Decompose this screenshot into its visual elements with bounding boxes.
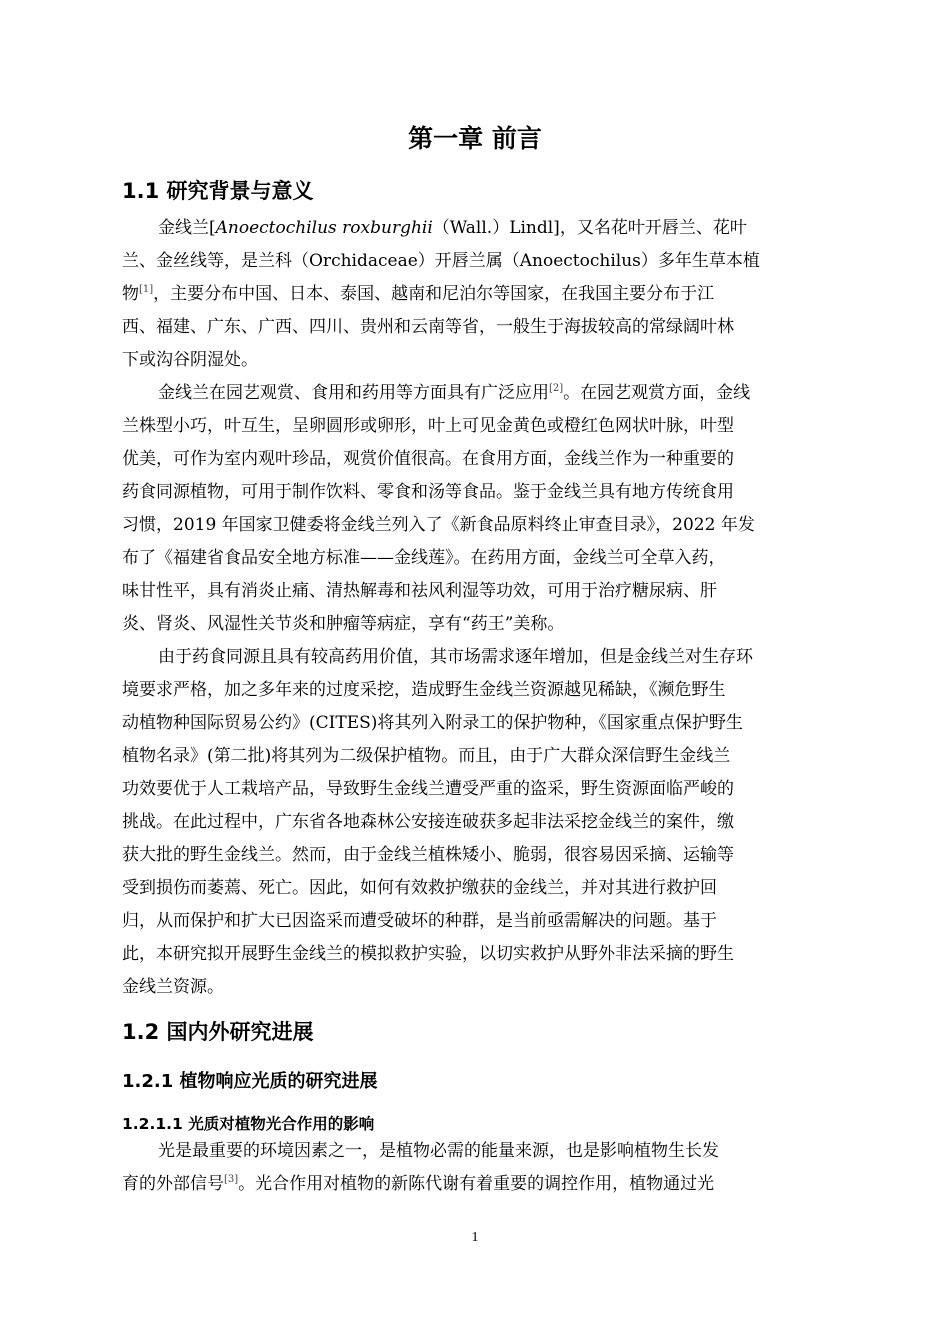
paragraph-line: 金线兰[Anoectochilus roxburghii（Wall.）Lindl]，又名花叶开唇兰、花叶: [158, 218, 747, 238]
paragraph-line: 植物名录》(第二批)将其列为二级保护植物。而且，由于广大群众深信野生金线兰: [122, 746, 731, 766]
paragraph-line: 优美，可作为室内观叶珍品，观赏价值很高。在食用方面，金线兰作为一种重要的: [122, 449, 734, 469]
paragraph-line: 物[1]，主要分布中国、日本、泰国、越南和尼泊尔等国家，在我国主要分布于江: [122, 284, 715, 304]
paragraph-line: 由于药食同源且具有较高药用价值，其市场需求逐年增加，但是金线兰对生存环: [158, 647, 753, 667]
paragraph-line: 挑战。在此过程中，广东省各地森林公安接连破获多起非法采挖金线兰的案件，缴: [122, 812, 734, 832]
paragraph-line: 此，本研究拟开展野生金线兰的模拟救护实验，以切实救护从野外非法采摘的野生: [122, 944, 734, 964]
citation: [2]: [549, 383, 564, 394]
paragraph-line: 兰、金丝线等，是兰科（Orchidaceae）开唇兰属（Anoectochilus）多年生草本植: [122, 251, 760, 271]
paragraph-line: 兰株型小巧，叶互生，呈卵圆形或卵形，叶上可见金黄色或橙红色网状叶脉，叶型: [122, 416, 734, 436]
paragraph-line: 药食同源植物，可用于制作饮料、零食和汤等食品。鉴于金线兰具有地方传统食用: [122, 482, 734, 502]
paragraph-line: 下或沟谷阴湿处。: [122, 350, 258, 370]
paragraph-line: 光是最重要的环境因素之一，是植物必需的能量来源，也是影响植物生长发: [158, 1141, 719, 1161]
page-number: 1: [471, 1230, 479, 1245]
section-heading-1-2: 1.2 国内外研究进展: [122, 1020, 314, 1044]
paragraph-line: 功效要优于人工栽培产品，导致野生金线兰遭受严重的盗采，野生资源面临严峻的: [122, 779, 734, 799]
chapter-title: 第一章 前言: [408, 124, 542, 153]
paragraph-line: 味甘性平，具有消炎止痛、清热解毒和祛风利湿等功效，可用于治疗糖尿病、肝: [122, 581, 717, 601]
paragraph-line: 动植物种国际贸易公约》(CITES)将其列入附录工的保护物种，《国家重点保护野生: [122, 713, 743, 733]
paragraph-line: 获大批的野生金线兰。然而，由于金线兰植株矮小、脆弱，很容易因采摘、运输等: [122, 845, 734, 865]
paragraph-line: 炎、肾炎、风湿性关节炎和肿瘤等病症，享有“药王”美称。: [122, 614, 565, 634]
species-name: Anoectochilus roxburghii: [215, 218, 433, 238]
paragraph-line: 布了《福建省食品安全地方标准——金线莲》。在药用方面，金线兰可全草入药，: [122, 548, 726, 568]
citation: [1]: [139, 284, 154, 295]
paragraph-line: 境要求严格，加之多年来的过度采挖，造成野生金线兰资源越见稀缺，《濒危野生: [122, 680, 726, 700]
paragraph-line: 育的外部信号[3]。光合作用对植物的新陈代谢有着重要的调控作用，植物通过光: [122, 1174, 715, 1194]
paragraph-line: 归，从而保护和扩大已因盗采而遭受破坏的种群，是当前亟需解决的问题。基于: [122, 911, 717, 931]
paragraph-line: 西、福建、广东、广西、四川、贵州和云南等省，一般生于海拔较高的常绿阔叶林: [122, 317, 734, 337]
subsubsection-heading-1-2-1-1: 1.2.1.1 光质对植物光合作用的影响: [122, 1115, 375, 1133]
paragraph-line: 金线兰资源。: [122, 977, 224, 997]
paragraph-line: 金线兰在园艺观赏、食用和药用等方面具有广泛应用[2]。在园艺观赏方面，金线: [158, 383, 751, 403]
subsection-heading-1-2-1: 1.2.1 植物响应光质的研究进展: [122, 1071, 378, 1092]
section-heading-1-1: 1.1 研究背景与意义: [122, 179, 314, 203]
paragraph-line: 受到损伤而萎蔫、死亡。因此，如何有效救护缴获的金线兰，并对其进行救护回: [122, 878, 717, 898]
citation: [3]: [224, 1174, 239, 1185]
paragraph-line: 习惯，2019 年国家卫健委将金线兰列入了《新食品原料终止审查目录》，2022 年发: [122, 515, 755, 535]
